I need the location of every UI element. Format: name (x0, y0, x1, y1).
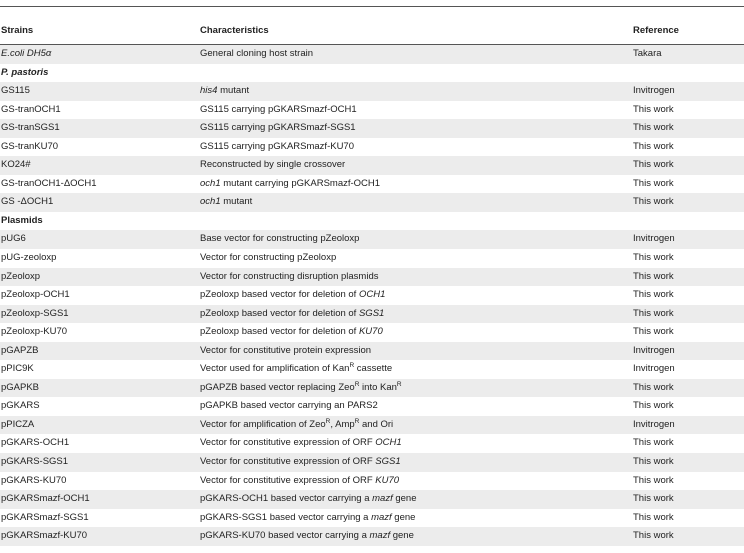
cell-characteristics-part: SGS1 (375, 456, 401, 468)
cell-reference: This work (633, 437, 674, 449)
cell-strain: GS -ΔOCH1 (1, 196, 54, 208)
cell-characteristics: GS115 carrying pGKARSmazf-KU70 (200, 140, 354, 152)
cell-characteristics-part: Vector used for amplification of Kan (200, 363, 350, 375)
table-row (0, 193, 744, 212)
cell-characteristics-part: mazf (369, 530, 391, 542)
cell-strain: pGKARSmazf-KU70 (1, 530, 88, 542)
cell-characteristics-part: KU70 (375, 474, 400, 486)
cell-characteristics-part: and Ori (359, 418, 394, 430)
table-row (0, 175, 744, 194)
table-row (0, 156, 744, 175)
cell-characteristics-part: R (325, 417, 331, 425)
table-row (0, 268, 744, 287)
cell-reference: Invitrogen (633, 344, 675, 356)
section-row (0, 212, 744, 231)
cell-characteristics: Vector for constructing disruption plasmids (200, 270, 379, 282)
cell-characteristics-part: pZeoloxp based vector for deletion of (200, 289, 359, 301)
cell-reference: This work (633, 381, 674, 393)
cell-characteristics: Base vector for constructing pZeoloxp (200, 233, 360, 245)
cell-reference: This work (633, 122, 674, 134)
table-row (0, 286, 744, 305)
cell-strain: pGKARS (1, 400, 40, 412)
cell-characteristics-part: mutant (220, 196, 253, 208)
cell-characteristics-part: mazf (372, 493, 393, 505)
cell-characteristics: Reconstructed by single crossover (200, 159, 346, 171)
cell-reference: This work (633, 456, 674, 468)
cell-strain: pZeoloxp (1, 270, 41, 282)
cell-characteristics: Vector for constitutive protein expression (200, 344, 372, 356)
table-row (0, 82, 744, 101)
cell-characteristics (200, 360, 392, 379)
table-row (0, 416, 744, 435)
cell-characteristics: General cloning host strain (200, 48, 314, 59)
cell-characteristics (200, 379, 402, 398)
cell-characteristics-part: , Amp (330, 418, 355, 430)
cell-characteristics (200, 509, 415, 528)
cell-characteristics-part: gene (392, 493, 417, 505)
cell-characteristics: GS115 carrying pGKARSmazf-SGS1 (200, 122, 356, 134)
table-row (0, 45, 744, 64)
cell-characteristics-part: mazf (371, 511, 392, 523)
cell-characteristics (200, 434, 402, 453)
cell-strain: E.coli DH5α (1, 48, 52, 59)
cell-characteristics-part: pZeoloxp based vector for deletion of (200, 307, 359, 319)
cell-reference: This work (633, 252, 674, 264)
table-row (0, 434, 744, 453)
section-label: P. pastoris (1, 66, 49, 78)
cell-characteristics-part: OCH1 (375, 437, 402, 449)
cell-characteristics-part: Vector for amplification of Zeo (200, 418, 326, 430)
cell-characteristics-part: pGKARS-SGS1 based vector carrying a (200, 511, 372, 523)
cell-characteristics-part: pGKARS-OCH1 based vector carrying a (200, 493, 373, 505)
cell-strain: pGAPKB (1, 381, 40, 393)
cell-reference: This work (633, 103, 674, 115)
cell-characteristics-part: OCH1 (358, 289, 386, 301)
table-row (0, 527, 744, 546)
cell-strain: pPICZA (1, 418, 35, 430)
cell-characteristics: pGAPKB based vector carrying an PARS2 (200, 400, 378, 412)
cell-characteristics (200, 472, 399, 491)
cell-characteristics-part: och1 (200, 196, 221, 208)
cell-reference: Invitrogen (633, 363, 675, 375)
table-row (0, 323, 744, 342)
cell-characteristics-part: cassette (354, 363, 393, 375)
cell-strain: pUG6 (1, 233, 26, 245)
table-row (0, 342, 744, 361)
cell-characteristics: GS115 carrying pGKARSmazf-OCH1 (200, 103, 357, 115)
table-row (0, 509, 744, 528)
table-row (0, 360, 744, 379)
table-row (0, 379, 744, 398)
cell-reference: Invitrogen (633, 418, 675, 430)
cell-characteristics-part: och1 (200, 177, 221, 189)
section-label: Plasmids (1, 214, 43, 226)
table-row (0, 490, 744, 509)
cell-characteristics (200, 453, 401, 472)
cell-reference: This work (633, 474, 674, 486)
cell-strain: GS-tranKU70 (1, 140, 59, 152)
cell-reference: This work (633, 140, 674, 152)
cell-reference: This work (633, 307, 674, 319)
cell-characteristics-part: pZeoloxp based vector for deletion of (200, 326, 359, 338)
cell-strain: GS-tranSGS1 (1, 122, 60, 134)
cell-characteristics-part: pGKARS-KU70 based vector carrying a (200, 530, 370, 542)
cell-characteristics-part: KU70 (358, 326, 383, 338)
cell-reference: This work (633, 400, 674, 412)
cell-strain: GS-tranOCH1-ΔOCH1 (1, 177, 97, 189)
cell-strain: pGKARS-OCH1 (1, 437, 70, 449)
cell-strain: pZeoloxp-KU70 (1, 326, 68, 338)
cell-characteristics (200, 490, 417, 509)
section-row (0, 64, 744, 83)
table-body (0, 45, 744, 546)
cell-characteristics-part: SGS1 (358, 307, 385, 319)
cell-reference: This work (633, 511, 674, 523)
cell-characteristics (200, 193, 252, 212)
table-row (0, 453, 744, 472)
cell-reference: This work (633, 270, 674, 282)
cell-reference: This work (633, 196, 674, 208)
cell-strain: pGKARSmazf-OCH1 (1, 493, 90, 505)
cell-reference: Invitrogen (633, 233, 675, 245)
cell-reference: This work (633, 326, 674, 338)
cell-strain: pGAPZB (1, 344, 39, 356)
cell-characteristics-part: Vector for constitutive expression of ORF (200, 437, 376, 449)
table-row (0, 230, 744, 249)
cell-characteristics-part: his4 (200, 85, 218, 97)
cell-strain: pGKARSmazf-SGS1 (1, 511, 89, 523)
cell-strain: pPIC9K (1, 363, 34, 375)
cell-characteristics-part: pGAPZB based vector replacing Zeo (200, 381, 355, 393)
cell-characteristics (200, 527, 414, 546)
cell-reference: This work (633, 530, 674, 542)
cell-characteristics (200, 323, 383, 342)
cell-characteristics-part: gene (390, 530, 414, 542)
cell-characteristics-part: R (349, 362, 355, 370)
top-rule (0, 6, 744, 7)
cell-reference: This work (633, 177, 674, 189)
table-row (0, 472, 744, 491)
cell-reference: This work (633, 493, 674, 505)
cell-characteristics-part: gene (391, 511, 416, 523)
cell-characteristics-part: into Kan (359, 381, 397, 393)
cell-reference: Invitrogen (633, 85, 675, 97)
header-strains: Strains (1, 25, 34, 36)
cell-strain: pGKARS-SGS1 (1, 456, 69, 468)
cell-reference: This work (633, 159, 674, 171)
cell-characteristics (200, 416, 393, 435)
table-header (0, 25, 744, 41)
header-characteristics: Characteristics (200, 25, 269, 36)
cell-characteristics: Vector for constructing pZeoloxp (200, 252, 337, 264)
table-row (0, 305, 744, 324)
cell-characteristics-part: Vector for constitutive expression of ORF (200, 456, 376, 468)
cell-strain: GS115 (1, 85, 30, 97)
cell-strain: pUG-zeoloxp (1, 252, 57, 264)
cell-characteristics (200, 82, 249, 101)
cell-strain: GS-tranOCH1 (1, 103, 61, 115)
table-row (0, 249, 744, 268)
cell-characteristics-part: Vector for constitutive expression of ORF (200, 474, 376, 486)
header-reference: Reference (633, 25, 679, 36)
cell-characteristics-part: R (354, 380, 360, 388)
cell-reference: Takara (633, 48, 662, 59)
cell-characteristics (200, 175, 380, 194)
cell-characteristics-part: R (396, 380, 402, 388)
cell-characteristics (200, 286, 385, 305)
table-row (0, 138, 744, 157)
cell-strain: pZeoloxp-SGS1 (1, 307, 69, 319)
table-row (0, 101, 744, 120)
cell-characteristics-part: mutant (217, 85, 250, 97)
table-row (0, 397, 744, 416)
cell-characteristics-part: mutant carrying pGKARSmazf-OCH1 (220, 177, 381, 189)
cell-strain: pZeoloxp-OCH1 (1, 289, 70, 301)
cell-strain: KO24# (1, 159, 31, 171)
cell-strain: pGKARS-KU70 (1, 474, 67, 486)
cell-characteristics-part: R (354, 417, 360, 425)
table-row (0, 119, 744, 138)
cell-reference: This work (633, 289, 674, 301)
cell-characteristics (200, 305, 384, 324)
